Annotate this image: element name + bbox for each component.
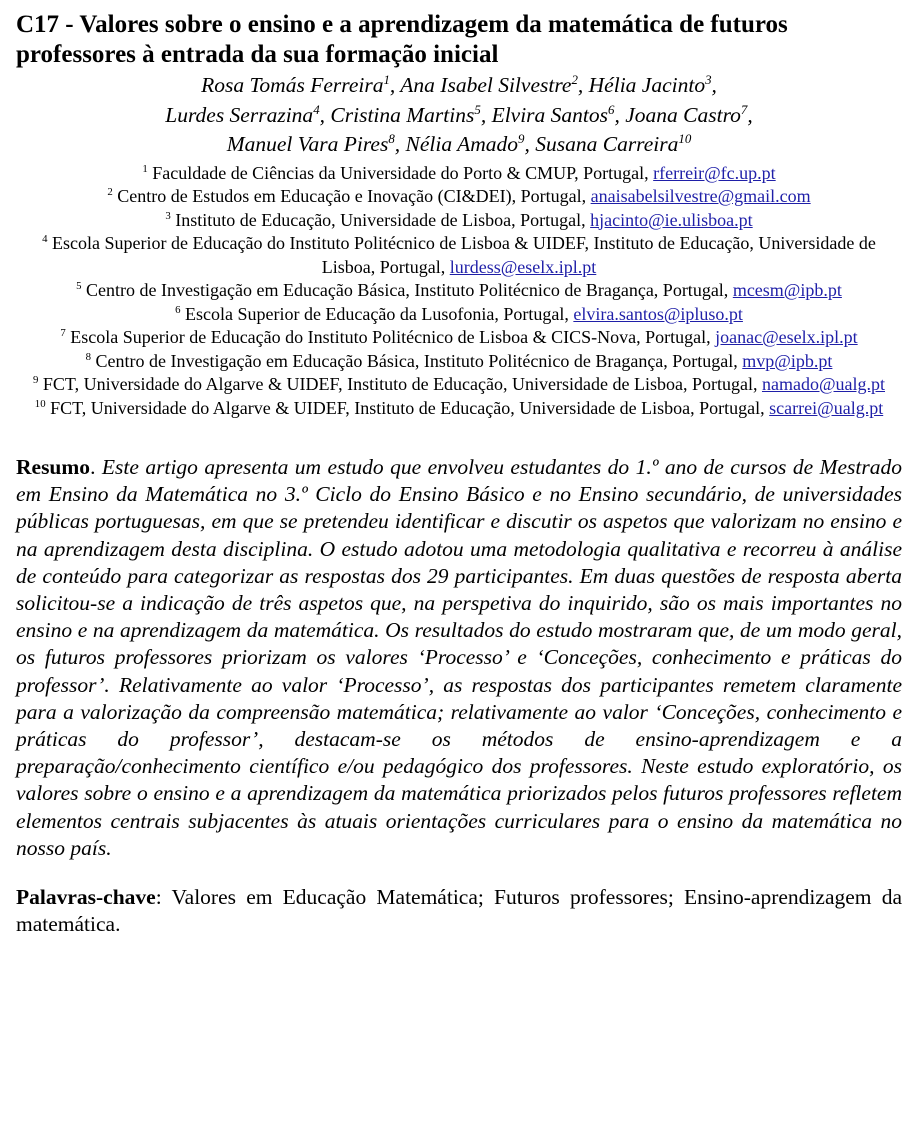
affiliation-3 xyxy=(16,209,902,233)
keywords-label: Palavras-chave xyxy=(16,884,156,909)
affiliation-sup: 1 xyxy=(142,162,148,175)
keywords-text: Valores em Educação Matemática; Futuros professores; Ensino-aprendizagem da matemática. xyxy=(16,884,902,936)
author-sup: 5 xyxy=(474,102,481,117)
email-link[interactable]: joanac@eselx.ipl.pt xyxy=(715,327,858,347)
email-link[interactable]: mvp@ipb.pt xyxy=(742,350,833,371)
email-link[interactable]: anaisabelsilvestre@gmail.com xyxy=(590,186,811,206)
affiliation-9 xyxy=(16,373,902,397)
email-link[interactable]: mcesm@ipb.pt xyxy=(732,280,842,300)
author-name: Nélia Amado xyxy=(405,132,519,156)
affiliation-list xyxy=(16,162,902,421)
author-separator: , xyxy=(480,102,492,127)
author-sup: 7 xyxy=(740,102,748,117)
affiliation-text: Escola Superior de Educação da Lusofonia, Portugal, xyxy=(184,303,574,324)
author-separator: , xyxy=(711,73,717,97)
affiliation-sup: 10 xyxy=(34,397,46,410)
author-separator: , xyxy=(389,73,401,97)
email-link[interactable]: hjacinto@ie.ulisboa.pt xyxy=(590,209,753,230)
affiliation-text: Instituto de Educação, Universidade de Lisboa, Portugal, xyxy=(175,209,591,230)
affiliation-sup: 4 xyxy=(42,233,48,245)
author-line-3 xyxy=(16,130,902,160)
author-sup: 4 xyxy=(313,102,320,117)
affiliation-6 xyxy=(16,303,902,327)
affiliation-sup: 2 xyxy=(107,186,113,198)
abstract-label: Resumo xyxy=(16,455,91,479)
author-separator: , xyxy=(577,73,589,97)
affiliation-text: FCT, Universidade do Algarve & UIDEF, Instituto de Educação, Universidade de Lisboa, Portugal, xyxy=(50,397,770,418)
affiliation-7 xyxy=(16,326,902,350)
affiliation-sup: 3 xyxy=(165,209,171,222)
affiliation-5 xyxy=(16,279,902,303)
keywords xyxy=(16,884,902,938)
author-sup: 1 xyxy=(383,72,390,87)
author-separator: , xyxy=(319,102,331,127)
author-line-1 xyxy=(16,71,902,101)
affiliation-text: Centro de Estudos em Educação e Inovação (CI&DEI), Portugal, xyxy=(117,186,591,206)
author-name: Lurdes Serrazina xyxy=(165,102,314,127)
author-name: Joana Castro xyxy=(625,102,741,127)
author-name: Cristina Martins xyxy=(330,102,475,127)
email-link[interactable]: scarrei@ualg.pt xyxy=(769,397,884,418)
abstract-text: Este artigo apresenta um estudo que envolveu estudantes do 1.º ano de cursos de Mestrado em Ensino da Matemática no 3.º Ciclo do Ensino Básico e no Ensino secundário, de universidades públicas portuguesas, em que se pretendeu identificar e discutir os aspetos que valorizam no ensino e na aprendizagem desta disciplina. O estudo adotou uma metodologia qualitativa e recorreu à análise de conteúdo para categorizar as respostas dos 29 participantes. Em duas questões de resposta aberta solicitou-se a indicação de três aspetos que, na perspetiva do inquirido, são os mais importantes no ensino e na aprendizagem da matemática. Os resultados do estudo mostraram que, de um modo geral, os futuros professores priorizam os valores ‘Processo’ e ‘Conceções, conhecimento e práticas do professor’. Relativamente ao valor ‘Processo’, as respostas dos participantes remetem claramente para a valorização da compreensão matemática; relativamente ao valor ‘Conceções, conhecimento e práticas do professor’, destacam-se os métodos de ensino-aprendizagem e a preparação/conhecimento científico e/ou pedagógico dos professores. Neste estudo exploratório, os valores sobre o ensino e a aprendizagem da matemática priorizados pelos futuros professores refletem elementos centrais subjacentes às atuais orientações curriculares para o ensino da matemática no nosso país. xyxy=(16,455,902,860)
paper-page xyxy=(16,10,902,959)
email-link[interactable]: lurdess@eselx.ipl.pt xyxy=(449,256,597,277)
affiliation-2 xyxy=(16,185,902,209)
affiliation-sup: 5 xyxy=(76,280,82,292)
affiliation-1 xyxy=(16,162,902,186)
affiliation-4 xyxy=(16,232,902,279)
author-list xyxy=(16,71,902,160)
keywords-separator: : xyxy=(155,884,172,909)
paper-title: C17 - Valores sobre o ensino e a aprendizagem da matemática de futuros professores à entrada da sua formação inicial xyxy=(16,11,788,68)
affiliation-text: Escola Superior de Educação do Instituto Politécnico de Lisboa & CICS-Nova, Portugal, xyxy=(70,327,716,347)
abstract-separator: . xyxy=(90,455,102,479)
affiliation-text: Centro de Investigação em Educação Básica, Instituto Politécnico de Bragança, Portugal, xyxy=(86,280,733,300)
author-separator: , xyxy=(394,132,406,156)
author-sup: 3 xyxy=(705,72,712,87)
author-sup: 6 xyxy=(608,102,615,117)
author-name: Hélia Jacinto xyxy=(588,73,706,97)
affiliation-10 xyxy=(16,397,902,421)
author-line-2 xyxy=(16,101,902,131)
author-separator: , xyxy=(524,132,536,156)
affiliation-text: Escola Superior de Educação do Instituto Politécnico de Lisboa & UIDEF, Instituto de Educação, Universidade de Lisboa, Portugal, xyxy=(52,233,876,277)
affiliation-sup: 8 xyxy=(85,350,91,363)
author-name: Susana Carreira xyxy=(535,132,679,156)
author-separator: , xyxy=(614,102,626,127)
affiliation-8 xyxy=(16,350,902,374)
affiliation-text: Faculdade de Ciências da Universidade do Porto & CMUP, Portugal, xyxy=(152,162,654,183)
affiliation-text: Centro de Investigação em Educação Básica, Instituto Politécnico de Bragança, Portugal, xyxy=(95,350,743,371)
author-sup: 10 xyxy=(678,131,692,146)
affiliation-sup: 7 xyxy=(60,327,66,339)
affiliation-text: FCT, Universidade do Algarve & UIDEF, Instituto de Educação, Universidade de Lisboa, Portugal, xyxy=(42,374,762,394)
email-link[interactable]: rferreir@fc.up.pt xyxy=(653,162,776,183)
author-name: Rosa Tomás Ferreira xyxy=(201,73,384,97)
author-sup: 9 xyxy=(518,131,525,146)
email-link[interactable]: elvira.santos@ipluso.pt xyxy=(573,303,743,324)
abstract xyxy=(16,454,902,862)
email-link[interactable]: namado@ualg.pt xyxy=(761,374,886,394)
author-name: Ana Isabel Silvestre xyxy=(400,73,572,97)
author-sup: 2 xyxy=(571,72,578,87)
affiliation-sup: 6 xyxy=(175,303,181,316)
affiliation-sup: 9 xyxy=(32,374,39,386)
author-name: Manuel Vara Pires xyxy=(226,132,389,156)
author-sup: 8 xyxy=(388,131,395,146)
author-separator: , xyxy=(747,102,753,127)
author-name: Elvira Santos xyxy=(491,102,609,127)
